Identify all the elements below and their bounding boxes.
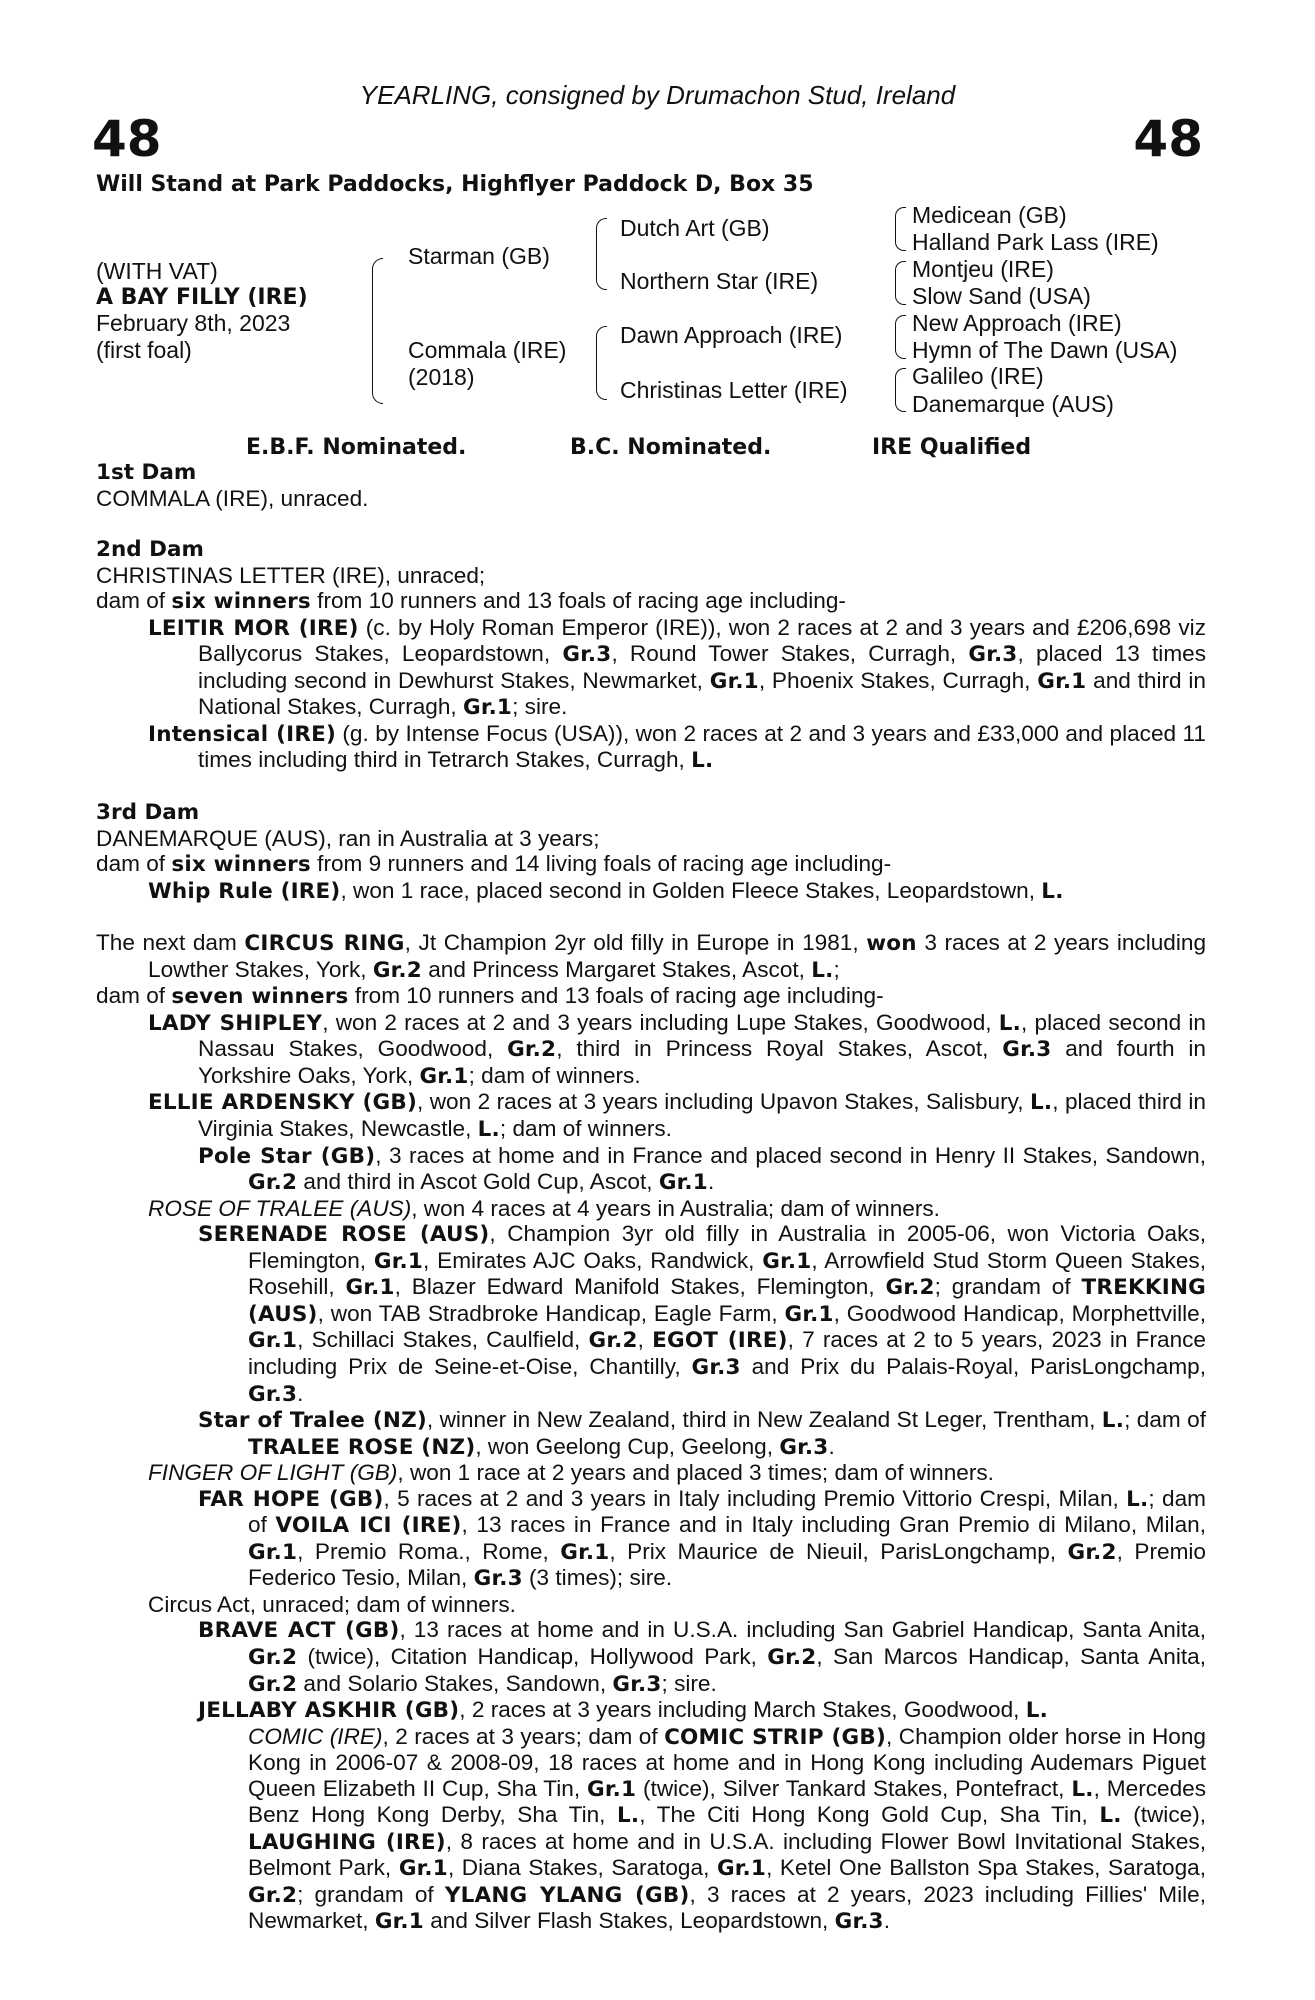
next-dam-summary: dam of seven winners from 10 runners and 13 foals of racing age including- [96,983,884,1010]
dam-year: (2018) [408,364,475,390]
third-dam-line2: dam of six winners from 9 runners and 14 living foals of racing age including- [96,851,892,878]
winner-intensical: Intensical (IRE) (g. by Intense Focus (USA)), won 2 races at 2 and 3 years and £33,000 and placed 11 times including third in Tetrarch Stakes, Curragh, L. [148,720,1206,774]
foaling-date: February 8th, 2023 [96,310,291,336]
dd-sire: Galileo (IRE) [912,363,1044,389]
foal-note: (first foal) [96,337,192,363]
sire-dam: Northern Star (IRE) [620,268,819,294]
winner-lady-shipley: LADY SHIPLEY, won 2 races at 2 and 3 years including Lupe Stakes, Goodwood, L., placed second in Nassau Stakes, Goodwood, Gr.2, third in Princess Royal Stakes, Ascot, Gr.3 and fourth in Yorkshire Oaks, York, Gr.1; dam of winners. [148,1009,1206,1089]
sd-sire: Montjeu (IRE) [912,256,1054,282]
ds-sire: New Approach (IRE) [912,310,1122,336]
winner-serenade-rose: SERENADE ROSE (AUS), Champion 3yr old filly in Australia in 2005-06, won Victoria Oaks, Flemington, Gr.1, Emirates AJC Oaks, Randwick, Gr.1, Arrowfield Stud Storm Queen Stakes, Rosehill, Gr.1, Blazer Edward Manifold Stakes, Flemington, Gr.2; grandam of TREKKING (AUS), won TAB Stradbroke Handicap, Eagle Farm, Gr.1, Goodwood Handicap, Morphettville, Gr.1, Schillaci Stakes, Caulfield, Gr.2, EGOT (IRE), 7 races at 2 to 5 years, 2023 in France including Prix de Seine-et-Oise, Chantilly, Gr.3 and Prix du Palais-Royal, ParisLongchamp, Gr.3. [198,1221,1206,1407]
second-dam-heading: 2nd Dam [96,537,204,563]
second-dam-line2: dam of six winners from 10 runners and 13 foals of racing age including- [96,588,846,615]
dam: Commala (IRE) [408,337,567,363]
bracket-sd [895,261,906,305]
produce-record [96,460,1206,1935]
sire-sire: Dutch Art (GB) [620,215,770,241]
winner-far-hope: FAR HOPE (GB), 5 races at 2 and 3 years in Italy including Premio Vittorio Crespi, Milan, L.; dam of VOILA ICI (IRE), 13 races in France and in Italy including Gran Premio di Milano, Milan, Gr.1, Premio Roma., Rome, Gr.1, Prix Maurice de Nieuil, ParisLongchamp, Gr.2, Premio Federico Tesio, Milan, Gr.3 (3 times); sire. [198,1485,1206,1592]
sire: Starman (GB) [408,243,550,269]
winner-jellaby-askhir: JELLABY ASKHIR (GB), 2 races at 3 years including March Stakes, Goodwood, L. [198,1697,1048,1724]
next-dam-circus-ring: The next dam CIRCUS RING, Jt Champion 2yr old filly in Europe in 1981, won 3 races at 2 years including Lowther Stakes, York, Gr.2 and Princess Margaret Stakes, Ascot, L.; [96,930,1207,983]
bracket-sire [596,218,607,290]
rose-of-tralee: ROSE OF TRALEE (AUS), won 4 races at 4 years in Australia; dam of winners. [148,1195,940,1221]
bracket-ss [895,207,906,251]
consignor-header: YEARLING, consigned by Drumachon Stud, Ireland [359,80,956,110]
winner-whip-rule: Whip Rule (IRE), won 1 race, placed second in Golden Fleece Stakes, Leopardstown, L. [148,877,1064,904]
bracket-ds [895,315,906,359]
lot-number-right: 48 [1133,110,1203,168]
bracket-dam [596,326,607,400]
ebf-nomination: E.B.F. Nominated. [246,435,467,460]
ss-dam: Halland Park Lass (IRE) [912,229,1159,255]
lot-number-left: 48 [92,110,162,168]
winner-brave-act: BRAVE ACT (GB), 13 races at home and in U.S.A. including San Gabriel Handicap, Santa Anita, Gr.2 (twice), Citation Handicap, Hollywood Park, Gr.2, San Marcos Handicap, Santa Anita, Gr.2 and Solario Stakes, Sandown, Gr.3; sire. [198,1617,1206,1697]
winner-pole-star: Pole Star (GB), 3 races at home and in France and placed second in Henry II Stakes, Sandown, Gr.2 and third in Ascot Gold Cup, Ascot, Gr.1. [198,1142,1206,1196]
first-dam-heading: 1st Dam [96,460,197,485]
bracket-dd [895,368,906,412]
winner-leitir-mor: LEITIR MOR (IRE) (c. by Holy Roman Emperor (IRE)), won 2 races at 2 and 3 years and £206,698 viz Ballycorus Stakes, Leopardstown, Gr.3, Round Tower Stakes, Curragh, Gr.3, placed 13 times including second in Dewhurst Stakes, Newmarket, Gr.1, Phoenix Stakes, Curragh, Gr.1 and third in National Stakes, Curragh, Gr.1; sire. [148,614,1206,721]
first-dam-text: COMMALA (IRE), unraced. [96,485,369,511]
dam-dam: Christinas Letter (IRE) [620,377,848,403]
winner-ellie-ardensky: ELLIE ARDENSKY (GB), won 2 races at 3 years including Upavon Stakes, Salisbury, L., placed third in Virginia Stakes, Newcastle, L.; dam of winners. [148,1089,1206,1143]
ss-sire: Medicean (GB) [912,202,1067,228]
dd-dam: Danemarque (AUS) [912,391,1114,417]
finger-of-light: FINGER OF LIGHT (GB), won 1 race at 2 years and placed 3 times; dam of winners. [148,1460,994,1486]
ds-dam: Hymn of The Dawn (USA) [912,337,1178,363]
ire-qualified: IRE Qualified [872,435,1032,460]
comic: COMIC (IRE), 2 races at 3 years; dam of COMIC STRIP (GB), Champion older horse in Hong Kong in 2006-07 & 2008-09, 18 races at home and in Hong Kong including Audemars Piguet Queen Elizabeth II Cup, Sha Tin, Gr.1 (twice), Silver Tankard Stakes, Pontefract, L., Mercedes Benz Hong Kong Derby, Sha Tin, L., The Citi Hong Kong Gold Cup, Sha Tin, L. (twice), LAUGHING (IRE), 8 races at home and in U.S.A. including Flower Bowl Invitational Stakes, Belmont Park, Gr.1, Diana Stakes, Saratoga, Gr.1, Ketel One Ballston Spa Stakes, Saratoga, Gr.2; grandam of YLANG YLANG (GB), 3 races at 2 years, 2023 including Fillies' Mile, Newmarket, Gr.1 and Silver Flash Stakes, Leopardstown, Gr.3. [248,1723,1207,1935]
horse-name: A BAY FILLY (IRE) [96,285,308,310]
stand-location: Will Stand at Park Paddocks, Highflyer Paddock D, Box 35 [96,172,814,197]
sd-dam: Slow Sand (USA) [912,283,1091,309]
winner-star-of-tralee: Star of Tralee (NZ), winner in New Zealand, third in New Zealand St Leger, Trentham, L.; dam of TRALEE ROSE (NZ), won Geelong Cup, Geelong, Gr.3. [198,1407,1206,1460]
third-dam-heading: 3rd Dam [96,800,200,826]
vat-note: (WITH VAT) [96,258,218,284]
third-dam-line1: DANEMARQUE (AUS), ran in Australia at 3 years; [96,825,600,851]
second-dam-line1: CHRISTINAS LETTER (IRE), unraced; [96,562,486,588]
bracket-main [372,258,383,404]
circus-act: Circus Act, unraced; dam of winners. [148,1591,516,1617]
dam-sire: Dawn Approach (IRE) [620,322,843,348]
bc-nomination: B.C. Nominated. [570,435,772,460]
